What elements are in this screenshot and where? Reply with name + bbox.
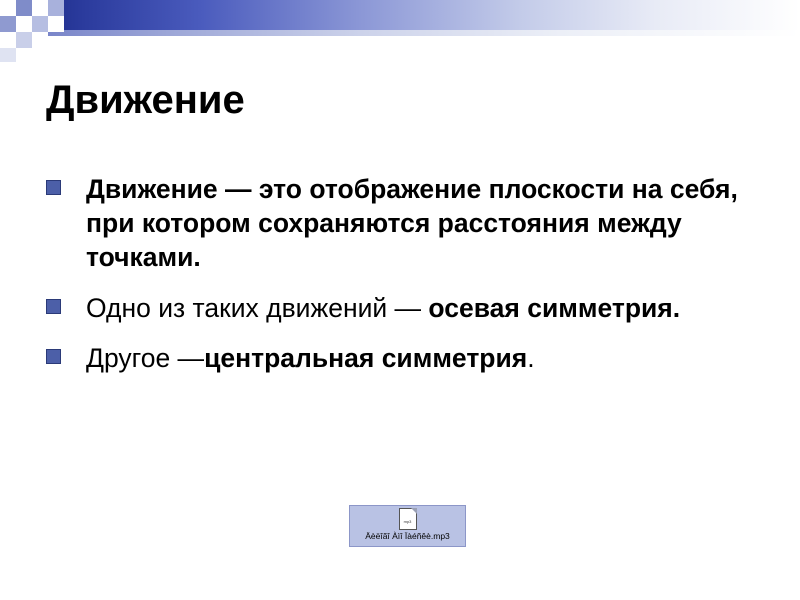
bullet-list bbox=[42, 172, 762, 391]
bullet-square-icon bbox=[46, 299, 61, 314]
checker-pattern bbox=[0, 0, 96, 62]
mp3-icon-label: mp3 bbox=[403, 519, 412, 524]
list-item bbox=[42, 291, 762, 325]
bullet-text-3b: центральная симметрия bbox=[204, 342, 528, 373]
banner-gradient-bottom bbox=[0, 30, 800, 36]
banner-gradient-top bbox=[0, 0, 800, 30]
mp3-file-icon bbox=[399, 508, 417, 530]
bullet-text-2b: осевая симметрия. bbox=[428, 292, 681, 323]
decorative-banner bbox=[0, 0, 800, 62]
page-fold-icon bbox=[411, 508, 417, 514]
bullet-text-3a: Другое — bbox=[86, 342, 205, 373]
bullet-text-1: Движение — это отображение плоскости на себя, при котором сохраняются расстояния между точками. bbox=[86, 174, 738, 273]
list-item bbox=[42, 172, 762, 275]
bullet-text-2a: Одно из таких движений — bbox=[86, 292, 429, 323]
sound-object[interactable] bbox=[349, 505, 466, 547]
bullet-text-3c: . bbox=[527, 342, 535, 373]
slide-title: Движение bbox=[46, 78, 245, 122]
list-item bbox=[42, 341, 762, 375]
bullet-square-icon bbox=[46, 180, 61, 195]
bullet-square-icon bbox=[46, 349, 61, 364]
sound-file-caption: Äèëîãî Àìî Ïàéñêè.mp3 bbox=[365, 531, 450, 541]
